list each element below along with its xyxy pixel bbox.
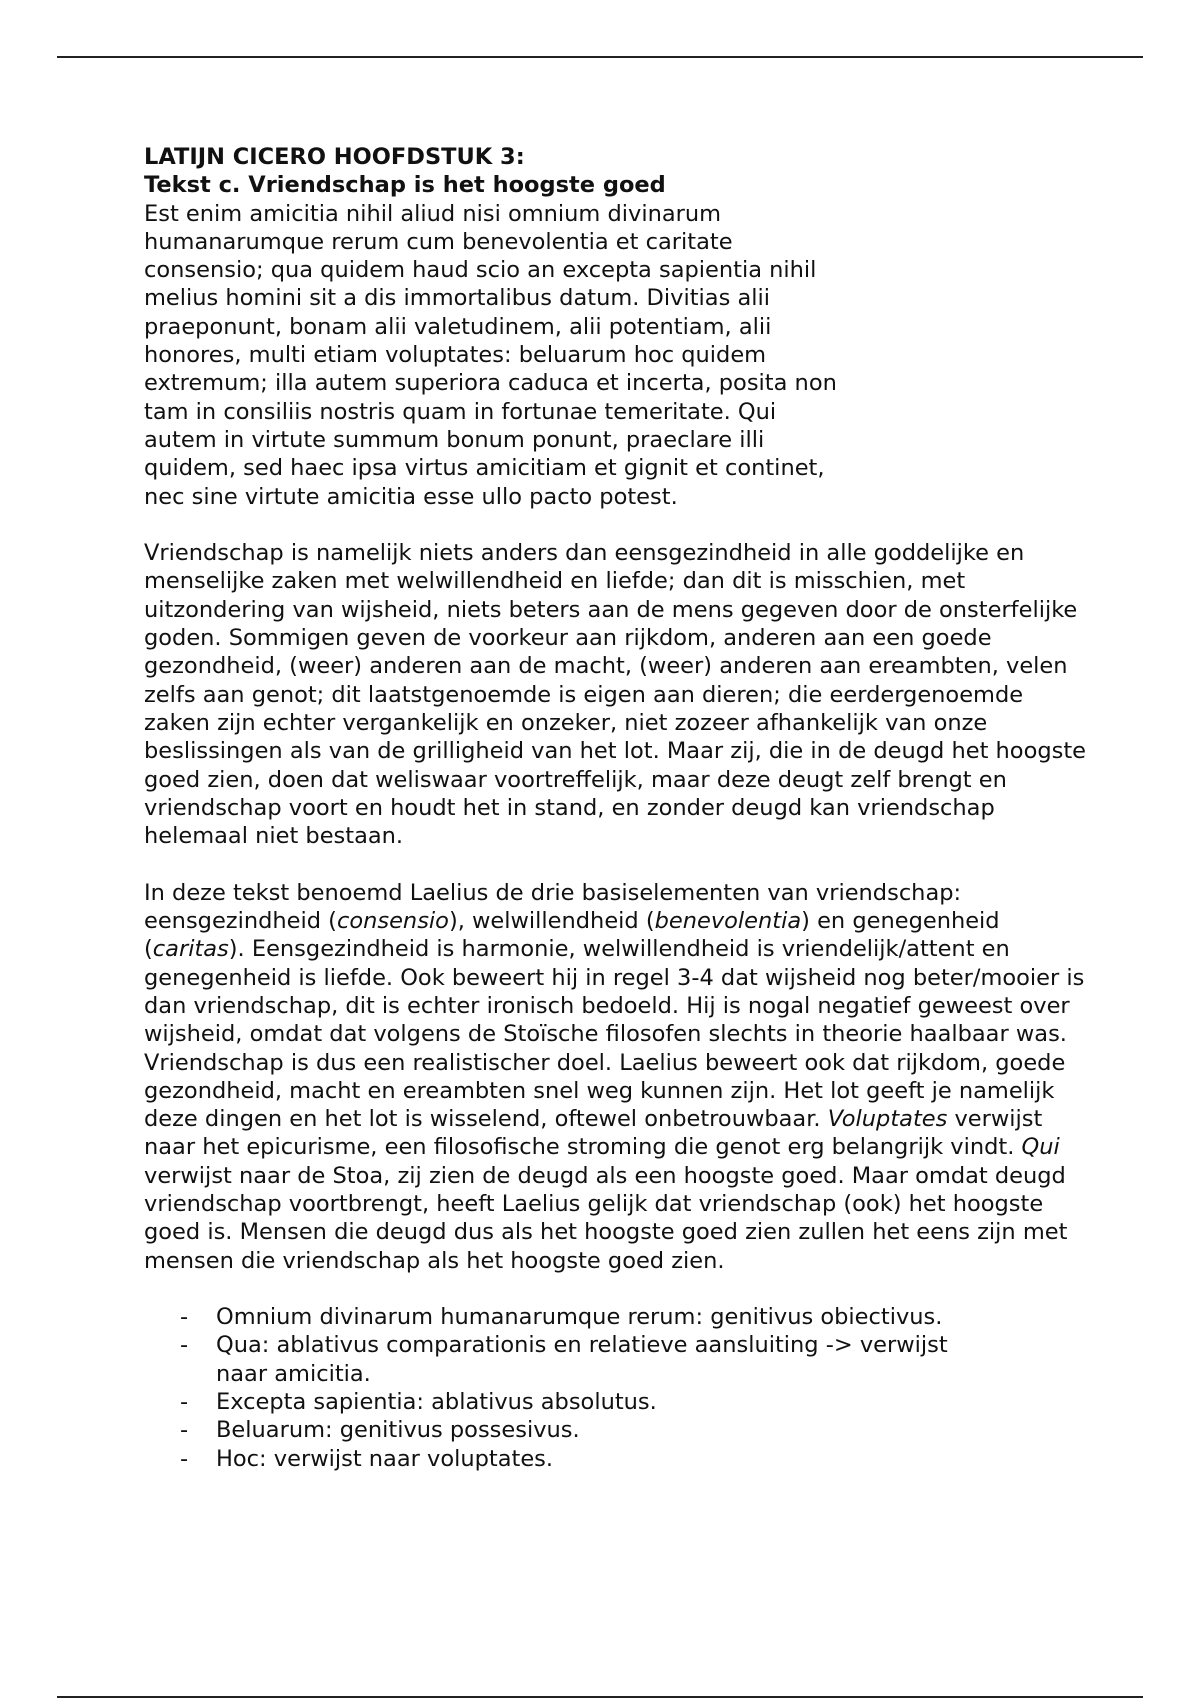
list-item xyxy=(144,1331,1004,1388)
translation-paragraph: Vriendschap is namelijk niets anders dan eensgezindheid in alle goddelijke en menselijke zaken met welwillendheid en liefde; dan dit is misschien, met uitzondering van wijsheid, niets beters aan de mens gegeven door de onsterfelijke goden. Sommigen geven de voorkeur aan rijkdom, anderen aan een goede gezondheid, (weer) anderen aan de macht, (weer) anderen aan ereambten, velen zelfs aan genot; dit laatstgenoemde is eigen aan dieren; die eerdergenoemde zaken zijn echter vergankelijk en onzeker, niet zozeer afhankelijk van onze beslissingen als van de grilligheid van het lot. Maar zij, die in de deugd het hoogste goed zien, doen dat weliswaar voortreffelijk, maar deze deugt zelf brengt en vriendschap voort en houdt het in stand, en zonder deugd kan vriendschap helemaal niet bestaan. xyxy=(144,540,1087,850)
header-rule xyxy=(57,56,1143,58)
bullet-dash: - xyxy=(180,1417,189,1444)
list-item xyxy=(144,1388,1004,1416)
grammar-notes-list xyxy=(144,1303,1004,1473)
footer-rule xyxy=(57,1696,1143,1698)
note-text: Beluarum: genitivus possesivus. xyxy=(216,1417,580,1444)
list-item xyxy=(144,1416,1004,1444)
list-item xyxy=(144,1445,1004,1473)
analysis-text: verwijst naar het epicurisme, een filosofische stroming die genot erg belangrijk vindt. xyxy=(144,1106,1043,1161)
analysis-text: ). Eensgezindheid is harmonie, welwillendheid is vriendelijk/attent en genegenheid is liefde. Ook beweert hij in regel 3-4 dat wijsheid nog beter/mooier is dan vriendschap, dit is echter ironisch bedoeld. Hij is nogal negatief geweest over wijsheid, omdat dat volgens de Stoïsche filosofen slechts in theorie haalbaar was. Vriendschap is dus een realistischer doel. Laelius beweert ook dat rijkdom, goede gezondheid, macht en ereambten snel weg kunnen zijn. Het lot geeft je namelijk deze dingen en het lot is wisselend, oftewel onbetrouwbaar. xyxy=(144,936,1085,1133)
document-body xyxy=(144,143,1094,1473)
latin-text: Est enim amicitia nihil aliud nisi omnium divinarum humanarumque rerum cum benevolentia et caritate consensio; qua quidem haud scio an excepta sapientia nihil melius homini sit a dis immortalibus datum. Divitias alii praeponunt, bonam alii valetudinem, alii potentiam, alii honores, multi etiam voluptates: beluarum hoc quidem extremum; illa autem superiora caduca et incerta, posita non tam in consiliis nostris quam in fortunae temeritate. Qui autem in virtute summum bonum ponunt, praeclare illi quidem, sed haec ipsa virtus amicitiam et gignit et continet, nec sine virtute amicitia esse ullo pacto potest. xyxy=(144,200,837,510)
analysis-term: consensio xyxy=(336,908,449,935)
analysis-paragraph xyxy=(144,879,1094,1275)
note-text: Hoc: verwijst naar voluptates. xyxy=(216,1445,554,1472)
analysis-term: Qui xyxy=(1021,1134,1060,1161)
analysis-term: Voluptates xyxy=(827,1106,948,1133)
note-text: Qua: ablativus comparationis en relatieve aansluiting -> verwijst naar amicitia. xyxy=(216,1332,948,1387)
list-item xyxy=(144,1303,1004,1331)
bullet-dash: - xyxy=(180,1445,189,1472)
analysis-text: In deze tekst benoemd Laelius de drie basiselementen van vriendschap: eensgezindheid ( xyxy=(144,879,962,935)
document-title: LATIJN CICERO HOOFDSTUK 3: xyxy=(144,144,525,170)
bullet-dash: - xyxy=(180,1304,189,1331)
note-text: Excepta sapientia: ablativus absolutus. xyxy=(216,1389,657,1416)
bullet-dash: - xyxy=(180,1389,189,1416)
analysis-term: caritas xyxy=(152,936,229,963)
analysis-term: benevolentia xyxy=(654,908,802,935)
note-text: Omnium divinarum humanarumque rerum: genitivus obiectivus. xyxy=(216,1304,943,1331)
analysis-text: ) en genegenheid ( xyxy=(144,908,1000,963)
document-subtitle: Tekst c. Vriendschap is het hoogste goed xyxy=(144,172,666,199)
analysis-text: ), welwillendheid ( xyxy=(448,908,655,935)
analysis-text: verwijst naar de Stoa, zij zien de deugd als een hoogste goed. Maar omdat deugd vriendschap voortbrengt, heeft Laelius gelijk dat vriendschap (ook) het hoogste goed is. Mensen die deugd dus als het hoogste goed zien zullen het eens zijn met mensen die vriendschap als het hoogste goed zien. xyxy=(144,1162,1068,1274)
bullet-dash: - xyxy=(180,1332,189,1359)
